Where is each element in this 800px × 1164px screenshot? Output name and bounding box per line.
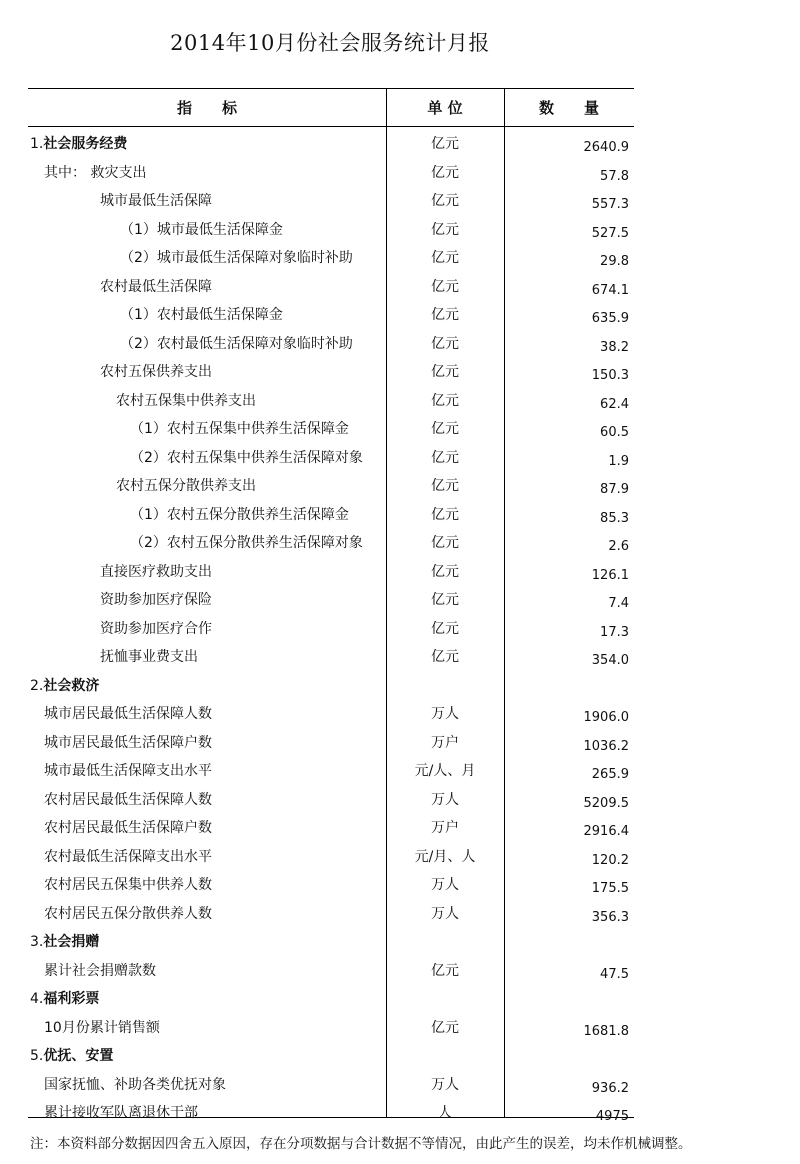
unit-cell: 亿元 — [431, 136, 459, 152]
indicator-text: 农村居民最低生活保障户数 — [44, 820, 212, 836]
value-cell: 527.5 — [591, 225, 629, 241]
value-cell: 126.1 — [591, 567, 629, 583]
value-cell: 57.8 — [600, 168, 629, 184]
indicator-text: （1）城市最低生活保障金 — [120, 221, 283, 238]
value-cell: 7.4 — [608, 596, 629, 611]
indicator-cell — [44, 162, 146, 182]
table-row — [0, 441, 800, 470]
table-row — [0, 982, 800, 1011]
section-title: 优抚、安置 — [43, 1048, 114, 1064]
indicator-text: 资助参加医疗保险 — [100, 592, 212, 608]
indicator-text: 抚恤事业费支出 — [100, 649, 198, 665]
indicator-cell — [30, 988, 99, 1008]
unit-cell: 人 — [438, 1105, 452, 1121]
indicator-text: 直接医疗救助支出 — [100, 563, 212, 580]
indicator-text: 城市居民最低生活保障人数 — [44, 706, 212, 722]
value-cell: 356.3 — [591, 909, 629, 925]
table-row — [0, 469, 800, 498]
indicator-text: 农村五保集中供养支出 — [116, 392, 256, 409]
indicator-text: 城市居民最低生活保障户数 — [44, 734, 212, 751]
value-cell: 1.9 — [608, 453, 629, 469]
section-title: 社会救济 — [43, 677, 100, 694]
indicator-text: 2. — [30, 677, 44, 694]
indicator-cell — [44, 903, 212, 923]
unit-cell: 亿元 — [431, 620, 459, 637]
table-row — [0, 897, 800, 926]
unit-cell: 亿元 — [431, 164, 459, 181]
value-cell: 1036.2 — [583, 738, 629, 754]
page-title: 2014年10月份社会服务统计月报 — [170, 31, 490, 55]
unit-cell: 亿元 — [431, 478, 459, 494]
indicator-cell — [130, 504, 349, 524]
unit-cell: 亿元 — [431, 421, 459, 437]
indicator-cell — [130, 447, 363, 467]
indicator-cell — [30, 1045, 113, 1065]
indicator-cell — [120, 247, 353, 267]
indicator-text: 5. — [30, 1048, 44, 1064]
value-cell: 17.3 — [600, 624, 629, 640]
table-row — [0, 355, 800, 384]
header-unit: 单 位 — [427, 99, 463, 117]
table-row — [0, 954, 800, 983]
table-row — [0, 526, 800, 555]
table-row — [0, 156, 800, 185]
indicator-text: 农村居民最低生活保障人数 — [44, 791, 212, 808]
indicator-text: （2）城市最低生活保障对象临时补助 — [120, 250, 353, 266]
unit-cell: 亿元 — [431, 962, 459, 979]
indicator-cell — [100, 646, 198, 666]
indicator-cell — [130, 418, 349, 438]
indicator-cell — [30, 675, 99, 695]
indicator-cell — [44, 960, 156, 980]
indicator-text: 1. — [30, 136, 44, 152]
section-title: 福利彩票 — [43, 991, 100, 1007]
indicator-cell — [44, 760, 212, 780]
table-row — [0, 783, 800, 812]
unit-cell: 亿元 — [431, 392, 459, 409]
indicator-cell — [100, 618, 212, 638]
indicator-cell — [100, 276, 212, 296]
unit-cell: 亿元 — [431, 535, 459, 551]
indicator-cell — [44, 703, 212, 723]
value-cell: 2640.9 — [583, 140, 629, 155]
unit-cell: 亿元 — [431, 193, 459, 209]
indicator-cell — [44, 1102, 198, 1122]
indicator-cell — [44, 1074, 226, 1094]
footnote: 注：本资料部分数据因四舍五入原因，存在分项数据与合计数据不等情况，由此产生的误差，均未作机械调整。 — [30, 1136, 692, 1152]
indicator-cell — [44, 732, 212, 752]
value-cell: 150.3 — [591, 368, 629, 383]
value-cell: 62.4 — [600, 396, 629, 412]
unit-cell: 亿元 — [431, 364, 459, 380]
table-row — [0, 184, 800, 213]
unit-cell: 元/人、月 — [414, 763, 476, 779]
table-row — [0, 412, 800, 441]
table-row — [0, 555, 800, 584]
indicator-cell — [100, 361, 212, 381]
table-row — [0, 498, 800, 527]
value-cell: 5209.5 — [583, 795, 629, 811]
unit-cell: 亿元 — [431, 592, 459, 608]
indicator-text: 3. — [30, 934, 44, 950]
indicator-cell — [100, 190, 212, 210]
unit-cell: 万人 — [431, 877, 459, 893]
table-row — [0, 811, 800, 840]
indicator-text: （1）农村最低生活保障金 — [120, 307, 283, 323]
unit-cell: 亿元 — [431, 250, 459, 266]
table-row — [0, 840, 800, 869]
unit-cell: 万人 — [431, 706, 459, 722]
indicator-text: （1）农村五保集中供养生活保障金 — [130, 421, 349, 437]
indicator-text: （2）农村最低生活保障对象临时补助 — [120, 335, 353, 352]
indicator-cell — [120, 333, 353, 353]
table-row — [0, 640, 800, 669]
section-title: 社会服务经费 — [43, 136, 128, 152]
unit-cell: 万人 — [431, 791, 459, 808]
indicator-text: 农村五保供养支出 — [100, 364, 212, 380]
table-row — [0, 270, 800, 299]
unit-cell: 亿元 — [431, 1019, 459, 1036]
value-cell: 354.0 — [591, 653, 629, 668]
table-row — [0, 754, 800, 783]
unit-cell: 亿元 — [431, 649, 459, 665]
indicator-cell — [120, 304, 283, 324]
indicator-cell — [120, 219, 283, 239]
value-cell: 85.3 — [600, 510, 629, 526]
indicator-text: 城市最低生活保障 — [100, 193, 212, 209]
table-row — [0, 925, 800, 954]
value-cell: 38.2 — [600, 339, 629, 355]
indicator-text: 资助参加医疗合作 — [100, 620, 212, 637]
indicator-text: 农村最低生活保障 — [100, 278, 212, 295]
indicator-text: 累计社会捐赠款数 — [44, 962, 156, 979]
value-cell: 1906.0 — [583, 710, 629, 725]
value-cell: 29.8 — [600, 254, 629, 269]
value-cell: 87.9 — [600, 482, 629, 497]
indicator-text: 4. — [30, 991, 44, 1007]
indicator-text: 农村最低生活保障支出水平 — [44, 848, 212, 865]
indicator-text: （2）农村五保集中供养生活保障对象 — [130, 449, 363, 466]
indicator-text: 农村居民五保分散供养人数 — [44, 905, 212, 922]
unit-cell: 亿元 — [431, 307, 459, 323]
table-row — [0, 213, 800, 242]
unit-cell: 亿元 — [431, 278, 459, 295]
table-top-rule — [28, 88, 634, 89]
table-row — [0, 1039, 800, 1068]
unit-cell: 亿元 — [431, 335, 459, 352]
table-row — [0, 868, 800, 897]
indicator-cell — [130, 532, 363, 552]
table-row — [0, 1011, 800, 1040]
value-cell: 60.5 — [600, 425, 629, 440]
indicator-cell — [44, 874, 212, 894]
indicator-cell — [44, 846, 212, 866]
table-row — [0, 327, 800, 356]
indicator-cell — [30, 133, 127, 153]
table-row — [0, 127, 800, 156]
value-cell: 47.5 — [600, 966, 629, 982]
indicator-cell — [30, 931, 99, 951]
table-row — [0, 726, 800, 755]
indicator-cell — [116, 390, 256, 410]
table-row — [0, 1068, 800, 1097]
unit-cell: 万户 — [431, 734, 459, 751]
unit-cell: 亿元 — [431, 449, 459, 466]
value-cell: 635.9 — [591, 311, 629, 326]
indicator-text: 农村居民五保集中供养人数 — [44, 877, 212, 893]
unit-cell: 元/月、人 — [414, 848, 476, 865]
indicator-text: （1）农村五保分散供养生活保障金 — [130, 506, 349, 523]
value-cell: 936.2 — [591, 1080, 629, 1096]
value-cell: 2.6 — [608, 539, 629, 554]
unit-cell: 万人 — [431, 1076, 459, 1093]
unit-cell: 亿元 — [431, 563, 459, 580]
table-row — [0, 583, 800, 612]
table-row — [0, 697, 800, 726]
indicator-text: 国家抚恤、补助各类优抚对象 — [44, 1076, 226, 1093]
indicator-cell — [116, 475, 256, 495]
value-cell: 674.1 — [591, 282, 629, 298]
header-quantity: 数 量 — [538, 99, 599, 117]
indicator-text: （2）农村五保分散供养生活保障对象 — [130, 535, 363, 551]
table-row — [0, 384, 800, 413]
value-cell: 265.9 — [591, 767, 629, 782]
value-cell: 557.3 — [591, 197, 629, 212]
table-row — [0, 241, 800, 270]
value-cell: 1681.8 — [583, 1023, 629, 1039]
value-cell: 4975 — [595, 1109, 629, 1124]
section-title: 社会捐赠 — [43, 934, 100, 950]
indicator-cell — [44, 789, 212, 809]
table-row — [0, 669, 800, 698]
unit-cell: 亿元 — [431, 221, 459, 238]
unit-cell: 万人 — [431, 905, 459, 922]
value-cell: 120.2 — [591, 852, 629, 868]
table-row — [0, 612, 800, 641]
indicator-cell — [44, 1017, 160, 1037]
indicator-text: 农村五保分散供养支出 — [116, 478, 256, 494]
header-indicator: 指 标 — [176, 99, 237, 117]
indicator-cell — [44, 817, 212, 837]
unit-cell: 亿元 — [431, 506, 459, 523]
table-row — [0, 298, 800, 327]
unit-cell: 万户 — [431, 820, 459, 836]
indicator-text: 城市最低生活保障支出水平 — [44, 763, 212, 779]
value-cell: 2916.4 — [583, 824, 629, 839]
table-row — [0, 1096, 800, 1125]
indicator-text: 累计接收军队离退休干部 — [44, 1105, 198, 1121]
value-cell: 175.5 — [591, 881, 629, 896]
indicator-text: 10月份累计销售额 — [44, 1019, 160, 1036]
indicator-cell — [100, 589, 212, 609]
indicator-text: 其中： 救灾支出 — [44, 164, 147, 181]
indicator-cell — [100, 561, 212, 581]
